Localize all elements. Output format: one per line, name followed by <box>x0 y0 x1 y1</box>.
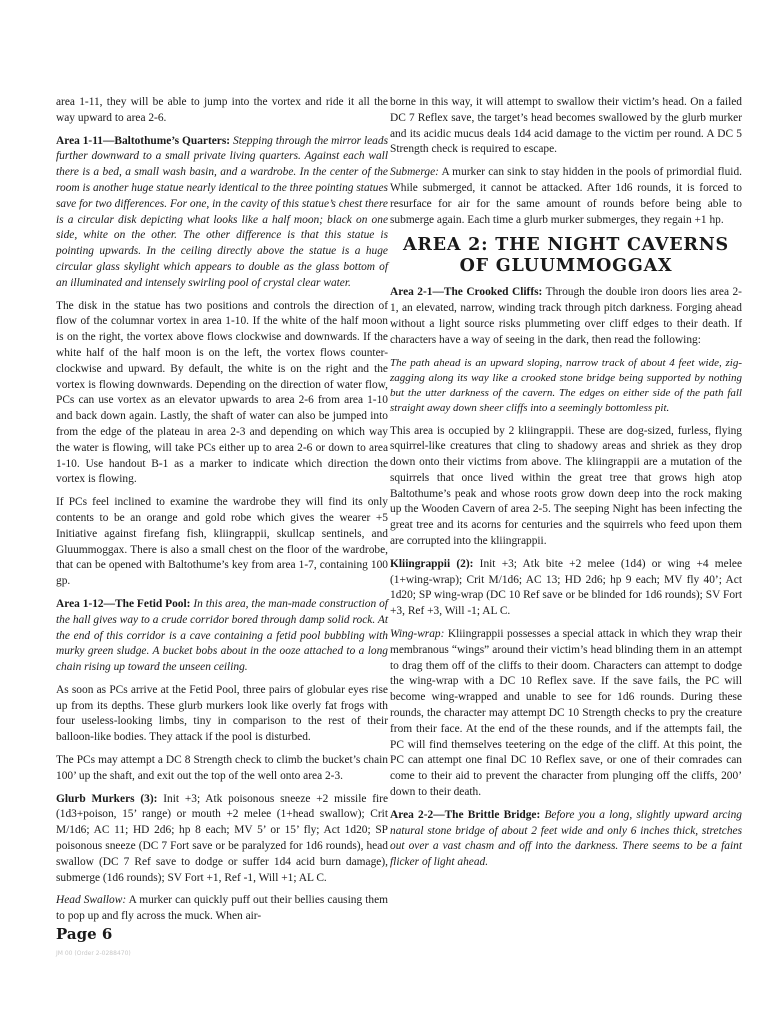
paragraph-wardrobe: If PCs feel inclined to examine the wardrobe they will find its only contents to be an orange and gold robe which gives the wearer +5 Initiative against firefang fish, kliingrappii, skullcap sentinels, and Gluummoggax. There is also a small chest on the floor of the wardrobe, that can be opened with Baltothume’s key from area 1-7, containing 100 gp. <box>56 496 388 588</box>
section-title-line-1: AREA 2: THE NIGHT CAVERNS <box>403 235 729 256</box>
area-2-2-boxed-text: Before you a long, slightly upward arcing natural stone bridge of about 2 feet wide and only 6 inches thick, stretches out over a vast chasm and off into the darkness. There seems to be a faint flicker of light ahead. <box>390 808 742 869</box>
footer-small-print: JM 00 (Order 2-0288470) <box>56 950 131 957</box>
area-1-11-boxed-text: Stepping through the mirror leads further downward to a small private living quarters. Against each wall there is a bed, a small wash basin, and a wardrobe. In the center of the room is another huge statue nearly identical to the three pointing statues save for two differences. For one, in the cavity of this statue’s chest there is a circular disk depicting what looks like a half moon; black on one side, white on the other. The other difference is that this statue is pointing upwards. In the ceiling directly above the statue is a huge circular glass skylight which appears to double as the glass bottom of an illuminated and intensely swirling pool of crystal clear water. <box>56 134 389 289</box>
section-title-line-2: OF GLUUMMOGGAX <box>459 256 673 277</box>
section-title-area-2 <box>390 235 742 277</box>
wing-wrap-label: Wing-wrap: <box>390 628 445 641</box>
area-2-2-entry <box>390 808 742 871</box>
glurb-murkers-stats: Init +3; Atk poisonous sneeze +2 missile fire (1d3+poison, 15’ range) or mouth +2 melee (1+head swallow); Crit M/1d6; AC 11; HD 2d6; hp 8 each; MV 5’ or 15’ fly; Act 1d20; SP poisonous sneeze (DC 7 Fort save or be paralyzed for 1d6 rounds), head swallow (DC 7 Ref save to dodge or suffer 1d4 acid burn damage), submerge (1d6 rounds); SV Fort +1, Ref -1, Will +1; AL C. <box>56 792 389 884</box>
area-2-2-heading: Area 2-2—The Brittle Bridge: <box>390 808 541 821</box>
glurb-murkers-statblock <box>56 792 388 887</box>
paragraph-vortex-intro: area 1-11, they will be able to jump into the vortex and ride it all the way upward to area 2-6. <box>56 96 388 124</box>
area-1-11-entry <box>56 134 388 292</box>
area-2-1-heading: Area 2-1—The Crooked Cliffs: <box>390 286 543 299</box>
area-2-1-entry <box>390 285 742 348</box>
area-1-12-boxed-text: In this area, the man-made construction of the hall gives way to a crude corridor bored through damp solid rock. At the end of this corridor is a cave containing a fetid pool bubbling with murky green sludge. A bucket bobs about in the ooze attached to a long chain rising up toward the unseen ceiling. <box>56 597 388 674</box>
glurb-murkers-heading: Glurb Murkers (3): <box>56 792 158 805</box>
area-1-12-heading: Area 1-12—The Fetid Pool: <box>56 597 191 610</box>
paragraph-head-swallow-continued: borne in this way, it will attempt to swallow their victim’s head. On a failed DC 7 Reflex save, the target’s head becomes swallowed by the glurb murker and its acidic mucus deals 1d4 acid damage to the victim per round. A DC 5 Strength check is required to escape. <box>390 96 742 156</box>
left-column <box>56 95 388 932</box>
wing-wrap-text: Kliingrappii possesses a special attack in which they wrap their membranous “wings” around their victim’s head blinding them in an attempt to drag them off of the cliffs to their doom. Characters can attempt to dodge the wing-wrap with a DC 10 Reflex save. If the save fails, the PC will become wing-wrapped and unable to see for 1d6 rounds. During these rounds, the character may attempt DC 10 Strength checks to pry the creature from their face. At the end of the these rounds, and if the attempts fail, the PC will find themselves teetering on the edge of the cliff. At this point, the PC can attempt one final DC 10 Reflex save, or one of their comrades can come to their aid to prevent the character from plunging off the cliffs, 200’ down to their death. <box>390 628 742 799</box>
paragraph-fetid-pool-arrival: As soon as PCs arrive at the Fetid Pool, three pairs of globular eyes rise up from its depths. These glurb murkers look like overly fat frogs with four useless-looking limbs, tiny in comparison to the rest of their balloon-like bodies. They attack if the pool is disturbed. <box>56 683 388 744</box>
area-2-1-text: Through the double iron doors lies area 2-1, an elevated, narrow, winding track through pitch darkness. Forging ahead without a light source risks plummeting over cliff edges to their death. If characters have a way of seeing in the dark, then read the following: <box>390 286 742 346</box>
head-swallow-label: Head Swallow: <box>56 894 127 907</box>
paragraph-climb-chain: The PCs may attempt a DC 8 Strength check to climb the bucket’s chain 100’ up the shaft, and exit out the top of the well onto area 2-3. <box>56 754 388 782</box>
submerge-label: Submerge: <box>390 166 439 179</box>
area-2-1-boxed-text: The path ahead is an upward sloping, narrow track of about 4 feet wide, zig-zagging along its way like a crooked stone bridge being supported by nothing but the utter darkness of the cavern. The edges on either side of the path fall straight away down sheer cliffs into a seemingly bottomless pit. <box>390 356 742 415</box>
page-number: Page 6 <box>56 925 113 943</box>
kliingrappii-heading: Kliingrappii (2): <box>390 557 474 570</box>
kliingrappii-stats: Init +3; Atk bite +2 melee (1d4) or wing +4 melee (1+wing-wrap); Crit M/1d6; AC 13; HD 2d6; hp 9 each; MV fly 40’; Act 1d20; SP wing-wrap (DC 10 Ref save or be blinded for 1d6 rounds); SV Fort +3, Ref +3, Will -1; AL C. <box>390 557 742 618</box>
head-swallow-text: A murker can quickly puff out their bellies causing them to pop up and fly across the muck. When air- <box>56 894 388 923</box>
kliingrappii-statblock <box>390 557 742 620</box>
area-1-11-heading: Area 1-11—Baltothume’s Quarters: <box>56 134 231 147</box>
head-swallow-ability <box>56 893 388 925</box>
wing-wrap-ability <box>390 627 742 801</box>
area-1-12-entry <box>56 597 388 676</box>
submerge-text: A murker can sink to stay hidden in the pools of primordial fluid. While submerged, it cannot be attacked. After 1d6 rounds, it is forced to resurface for air for the same amount of rounds before being able to submerge again. Each time a glurb murker submerges, they regain +1 hp. <box>390 166 742 226</box>
paragraph-statue-disk: The disk in the statue has two positions and controls the direction of flow of the columnar vortex in area 1-10. If the white of the half moon is on the right, the vortex above flows clockwise and downwards. If the white half of the half moon is on the left, the vortex flows counter-clockwise and upward. By default, the white is on the right and the vortex is flowing downwards. Depending on the direction of water flow, PCs can use vortex as an elevator upwards to area 2-6 from area 1-10 and back down again. Lastly, the shaft of water can also be jumped into from the edge of the plateau in area 2-3 and depending on which way the water is flowing, will take PCs either up to area 2-6 or down to area 1-10. Use handout B-1 as a marker to indicate which direction the vortex is flowing. <box>56 299 388 486</box>
submerge-ability <box>390 165 742 228</box>
paragraph-kliingrappii-lore: This area is occupied by 2 kliingrappii. These are dog-sized, furless, flying squirrel-like creatures that cling to shadowy areas and shriek as they drop down onto their victims from above. The kliingrappii are a mutation of the squirrels that once lived within the great tree that grows high atop Baltothume’s peak and whose roots grow down deep into the rock making up the Wooden Cavern of area 2-5. The seeping Night has been infecting the great tree and its acorns for centuries and the squirrels who feed upon them are corrupted into the kliingrappii. <box>390 424 742 548</box>
right-column <box>390 95 742 878</box>
